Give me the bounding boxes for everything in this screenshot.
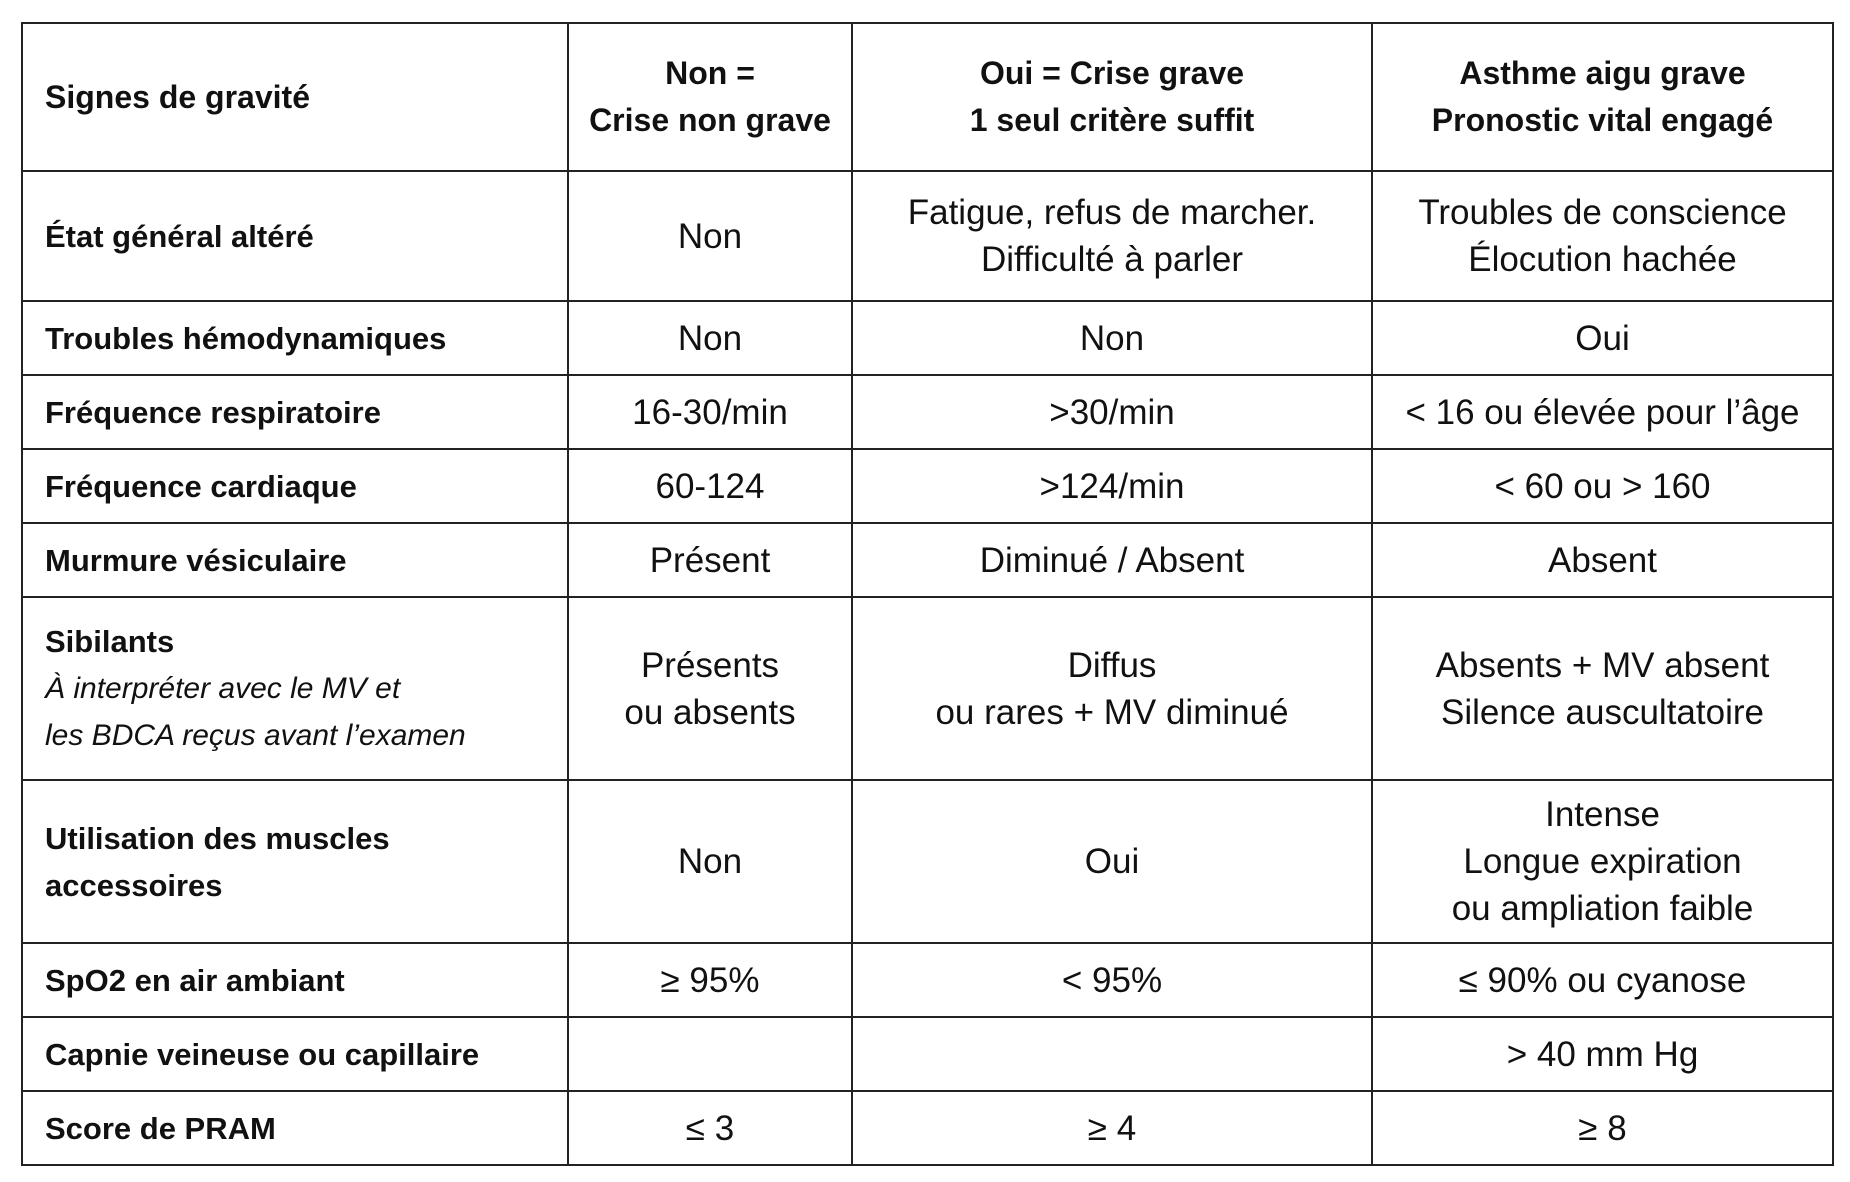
cell-line: ou absents [624, 692, 796, 732]
cell-non: Non [568, 171, 852, 301]
row-label [22, 597, 568, 780]
cell-non: ≥ 95% [568, 943, 852, 1017]
table-row [22, 523, 1833, 597]
row-label: Capnie veineuse ou capillaire [22, 1017, 568, 1091]
cell-line: Élocution hachée [1468, 240, 1737, 279]
header-row [22, 23, 1833, 171]
cell-non: Non [568, 780, 852, 943]
cell-non: Non [568, 301, 852, 375]
cell-oui: >124/min [852, 449, 1372, 523]
table-row [22, 171, 1833, 301]
table-row [22, 1017, 1833, 1091]
table-row [22, 1091, 1833, 1165]
cell-line: ou ampliation faible [1451, 889, 1754, 928]
header-signs: Signes de gravité [22, 23, 568, 171]
cell-oui: >30/min [852, 375, 1372, 449]
cell-aag: Oui [1372, 301, 1833, 375]
cell-oui: Diminué / Absent [852, 523, 1372, 597]
cell-non: Présent [568, 523, 852, 597]
cell-aag: ≤ 90% ou cyanose [1372, 943, 1833, 1017]
cell-oui [852, 597, 1372, 780]
header-aag-line2: Pronostic vital engagé [1431, 102, 1774, 138]
row-label-main: Sibilants [45, 624, 175, 659]
header-non-line1: Non = [665, 55, 755, 91]
header-oui-line1: Oui = Crise grave [979, 55, 1245, 91]
table-row [22, 943, 1833, 1017]
table-row [22, 301, 1833, 375]
cell-line: Difficulté à parler [981, 240, 1243, 279]
cell-oui: < 95% [852, 943, 1372, 1017]
row-label: Score de PRAM [22, 1091, 568, 1165]
header-aag-line1: Asthme aigu grave [1459, 55, 1746, 91]
cell-aag: > 40 mm Hg [1372, 1017, 1833, 1091]
cell-line: Fatigue, refus de marcher. [907, 193, 1317, 232]
cell-aag: < 60 ou > 160 [1372, 449, 1833, 523]
header-aag [1372, 23, 1833, 171]
cell-line: Présents [640, 645, 780, 685]
table-row [22, 597, 1833, 780]
cell-oui [852, 1017, 1372, 1091]
cell-oui: Non [852, 301, 1372, 375]
table-row [22, 449, 1833, 523]
cell-line: Silence auscultatoire [1441, 692, 1764, 732]
cell-aag: < 16 ou élevée pour l’âge [1372, 375, 1833, 449]
row-label: Fréquence cardiaque [22, 449, 568, 523]
cell-oui [852, 171, 1372, 301]
gravity-signs-table [21, 22, 1834, 1166]
cell-aag [1372, 780, 1833, 943]
cell-line: ou rares + MV diminué [935, 692, 1289, 732]
cell-non: 60-124 [568, 449, 852, 523]
cell-line: Absents + MV absent [1435, 645, 1770, 685]
cell-non: 16-30/min [568, 375, 852, 449]
row-label: Murmure vésiculaire [22, 523, 568, 597]
header-crise-grave [852, 23, 1372, 171]
row-label: Troubles hémodynamiques [22, 301, 568, 375]
header-non-grave [568, 23, 852, 171]
header-non-line2: Crise non grave [589, 102, 831, 138]
cell-line: Diffus [1067, 645, 1157, 685]
row-label: Fréquence respiratoire [22, 375, 568, 449]
cell-non [568, 1017, 852, 1091]
cell-aag: Absent [1372, 523, 1833, 597]
cell-aag: ≥ 8 [1372, 1091, 1833, 1165]
cell-oui: Oui [852, 780, 1372, 943]
cell-line: Longue expiration [1463, 842, 1742, 881]
row-label: État général altéré [22, 171, 568, 301]
table-row [22, 780, 1833, 943]
row-label-line: accessoires [45, 867, 223, 903]
row-note: À interpréter avec le MV et [45, 672, 401, 705]
cell-line: Intense [1545, 795, 1660, 834]
cell-non: ≤ 3 [568, 1091, 852, 1165]
header-oui-line2: 1 seul critère suffit [969, 102, 1255, 138]
row-label: SpO2 en air ambiant [22, 943, 568, 1017]
cell-non [568, 597, 852, 780]
table-row [22, 375, 1833, 449]
cell-line: Troubles de conscience [1418, 193, 1787, 232]
row-note: les BDCA reçus avant l’examen [45, 719, 466, 752]
cell-aag [1372, 171, 1833, 301]
row-label-line: Utilisation des muscles [45, 820, 390, 856]
cell-oui: ≥ 4 [852, 1091, 1372, 1165]
cell-aag [1372, 597, 1833, 780]
row-label [22, 780, 568, 943]
